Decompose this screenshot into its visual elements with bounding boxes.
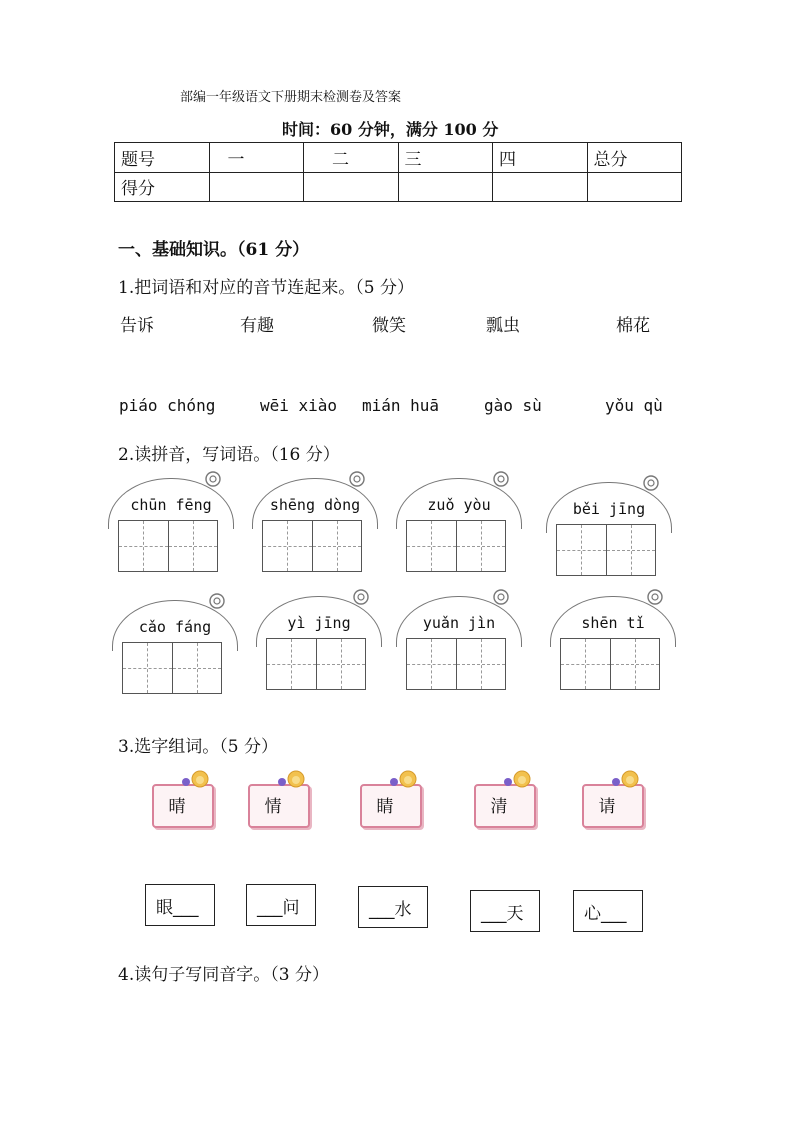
grid-cell[interactable]	[457, 639, 506, 689]
flower-icon	[352, 588, 370, 606]
score-cell: 四	[493, 143, 588, 173]
pinyin-house	[396, 470, 522, 578]
house-pinyin: shēng dòng	[269, 496, 361, 514]
score-table-header-row	[115, 143, 682, 173]
grid-cell[interactable]	[173, 643, 222, 693]
grid-cell[interactable]	[317, 639, 366, 689]
char-card[interactable]	[360, 770, 422, 818]
time-limit-line: 时间：60 分钟，满分 100 分	[282, 120, 499, 139]
pinyin-house	[546, 474, 672, 582]
grid-cell[interactable]	[169, 521, 218, 571]
grid-cell[interactable]	[407, 521, 457, 571]
char-card[interactable]	[474, 770, 536, 818]
score-input-cell[interactable]	[587, 172, 682, 202]
writing-grid[interactable]	[262, 520, 362, 572]
flower-icon	[492, 470, 510, 488]
word-item[interactable]: 棉花	[616, 316, 650, 336]
score-input-cell[interactable]	[398, 172, 493, 202]
writing-grid[interactable]	[556, 524, 656, 576]
question-2-title: 2.读拼音，写词语。（16 分）	[118, 445, 340, 465]
writing-grid[interactable]	[122, 642, 222, 694]
score-table	[114, 142, 682, 202]
pinyin-house	[108, 470, 234, 578]
grid-cell[interactable]	[407, 639, 457, 689]
word-item[interactable]: 微笑	[372, 316, 406, 336]
pinyin-item[interactable]: mián huā	[362, 396, 440, 415]
pinyin-item[interactable]: yǒu qù	[605, 396, 663, 415]
grid-cell[interactable]	[119, 521, 169, 571]
flower-icon	[208, 592, 226, 610]
house-pinyin: běi jīng	[572, 500, 646, 518]
word-blank-box[interactable]: ___水	[358, 886, 428, 928]
score-cell: 得分	[115, 172, 210, 202]
flower-icon	[646, 588, 664, 606]
grid-cell[interactable]	[123, 643, 173, 693]
house-pinyin: yì jīng	[287, 614, 351, 632]
grid-cell[interactable]	[313, 521, 362, 571]
lion-sticker-icon	[274, 770, 308, 790]
writing-grid[interactable]	[406, 638, 506, 690]
house-pinyin: cǎo fáng	[138, 618, 212, 636]
house-pinyin: zuǒ yòu	[427, 496, 491, 514]
writing-grid[interactable]	[266, 638, 366, 690]
pinyin-item[interactable]: piáo chóng	[119, 396, 216, 415]
char-card[interactable]	[248, 770, 310, 818]
question-3-title: 3.选字组词。（5 分）	[118, 737, 278, 757]
grid-cell[interactable]	[611, 639, 660, 689]
char-card[interactable]	[152, 770, 214, 818]
writing-grid[interactable]	[406, 520, 506, 572]
question-1-title: 1.把词语和对应的音节连起来。（5 分）	[118, 278, 414, 298]
writing-grid[interactable]	[560, 638, 660, 690]
score-input-cell[interactable]	[209, 172, 304, 202]
question-4-title: 4.读句子写同音字。（3 分）	[118, 965, 329, 985]
score-cell: 总分	[587, 143, 682, 173]
house-pinyin: shēn tǐ	[581, 614, 645, 632]
grid-cell[interactable]	[457, 521, 506, 571]
score-input-cell[interactable]	[304, 172, 399, 202]
score-input-cell[interactable]	[493, 172, 588, 202]
flower-icon	[492, 588, 510, 606]
word-item[interactable]: 有趣	[240, 316, 274, 336]
lion-sticker-icon	[386, 770, 420, 790]
score-table-score-row	[115, 172, 682, 202]
house-pinyin: chūn fēng	[130, 496, 212, 514]
pinyin-item[interactable]: wēi xiào	[260, 396, 338, 415]
lion-sticker-icon	[608, 770, 642, 790]
pinyin-house	[112, 592, 238, 700]
card-character: 情	[264, 797, 282, 817]
score-cell: 二	[304, 143, 399, 173]
flower-icon	[348, 470, 366, 488]
card-character: 晴	[168, 797, 186, 817]
flower-icon	[204, 470, 222, 488]
grid-cell[interactable]	[557, 525, 607, 575]
writing-grid[interactable]	[118, 520, 218, 572]
card-character: 清	[490, 797, 508, 817]
grid-cell[interactable]	[561, 639, 611, 689]
score-cell: 一	[209, 143, 304, 173]
score-cell: 题号	[115, 143, 210, 173]
pinyin-house	[256, 588, 382, 696]
card-character: 请	[598, 797, 616, 817]
pinyin-item[interactable]: gào sù	[484, 396, 542, 415]
document-title: 部编一年级语文下册期末检测卷及答案	[180, 90, 402, 105]
pinyin-house	[550, 588, 676, 696]
grid-cell[interactable]	[607, 525, 656, 575]
house-pinyin: yuǎn jìn	[422, 614, 496, 632]
score-cell: 三	[398, 143, 493, 173]
flower-icon	[642, 474, 660, 492]
section-heading: 一、基础知识。（61 分）	[118, 240, 310, 260]
pinyin-house	[252, 470, 378, 578]
word-item[interactable]: 瓢虫	[486, 316, 520, 336]
word-blank-box[interactable]: 心___	[573, 890, 643, 932]
word-item[interactable]: 告诉	[120, 316, 154, 336]
lion-sticker-icon	[500, 770, 534, 790]
grid-cell[interactable]	[263, 521, 313, 571]
char-card[interactable]	[582, 770, 644, 818]
card-character: 睛	[376, 797, 394, 817]
word-blank-box[interactable]: ___问	[246, 884, 316, 926]
grid-cell[interactable]	[267, 639, 317, 689]
word-blank-box[interactable]: ___天	[470, 890, 540, 932]
pinyin-house	[396, 588, 522, 696]
word-blank-box[interactable]: 眼___	[145, 884, 215, 926]
lion-sticker-icon	[178, 770, 212, 790]
